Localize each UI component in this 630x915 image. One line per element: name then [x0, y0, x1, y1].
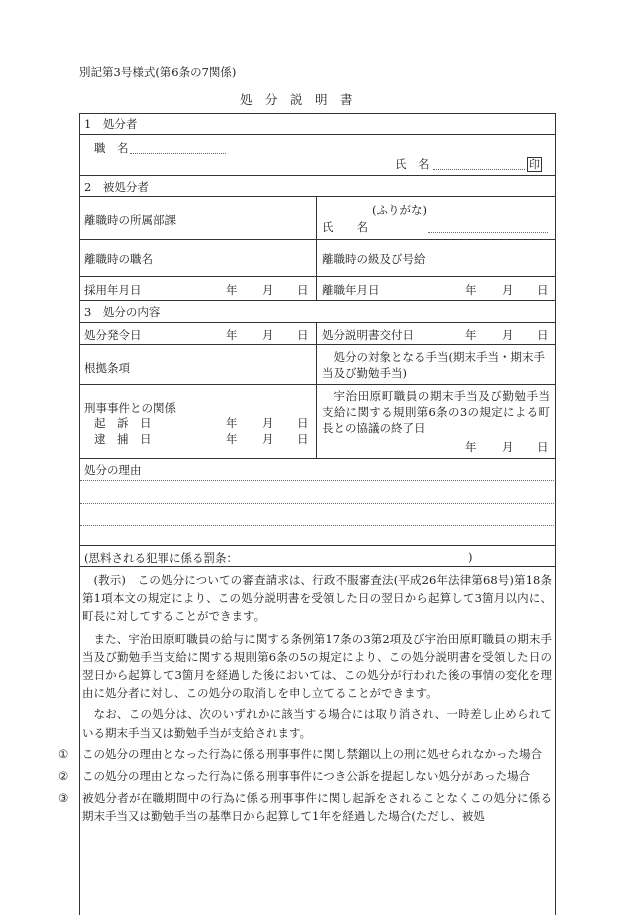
issue-date-label: 処分発令日	[84, 328, 142, 342]
issuer-name-label: 氏 名	[395, 157, 430, 171]
issue-month: 月	[262, 328, 274, 342]
item-1-mark: ①	[58, 746, 69, 761]
deliver-date-label: 処分説明書交付日	[322, 328, 414, 342]
item-3-text: 被処分者が在職期間中の行為に係る刑事事件に関し起訴をされることなくこの処分に係る期末手当又は勤勉手当の基準日から起算して1年を経過した場合(ただし、被処	[82, 791, 552, 824]
leave-month: 月	[502, 283, 514, 297]
leave-day: 日	[537, 283, 549, 297]
consult-month: 月	[502, 440, 514, 454]
section-3-header: 3 処分の内容	[84, 305, 161, 319]
page-title: 処 分 説 明 書	[240, 92, 353, 107]
allowance-label: 処分の対象となる手当(期末手当・期末手当及び勤勉手当)	[322, 350, 545, 380]
notice-block	[58, 571, 552, 830]
deliver-day: 日	[537, 328, 549, 342]
arrest-month: 月	[262, 432, 274, 446]
section-2-header: 2 被処分者	[84, 180, 149, 194]
issuer-name-field[interactable]	[433, 169, 525, 170]
leave-date-label: 離職年月日	[322, 283, 380, 297]
furigana-label: (ふりがな)	[372, 203, 427, 217]
hire-date-label: 採用年月日	[84, 283, 142, 297]
dept-label: 離職時の所属部課	[84, 213, 176, 227]
form-label: 別記第3号様式(第6条の7関係)	[79, 65, 237, 79]
notice-item-1	[58, 745, 552, 763]
notice-p1: (教示) この処分についての審査請求は、行政不服審査法(平成26年法律第68号)第18条第1項本文の規定により、この処分説明書を受領した日の翌日から起算して3箇月以内に、町長に対してすることができます。	[82, 573, 552, 624]
arrest-label: 逮 捕 日	[94, 432, 152, 446]
notice-p3: なお、この処分は、次のいずれかに該当する場合には取り消され、一時差し止められている期末手当又は勤勉手当が支給されます。	[82, 707, 552, 740]
issue-day: 日	[297, 328, 309, 342]
deliver-year: 年	[465, 328, 477, 342]
issuer-job-label: 職 名	[94, 141, 129, 155]
hire-year: 年	[226, 283, 238, 297]
consult-day: 日	[537, 440, 549, 454]
item-3-mark: ③	[58, 791, 69, 806]
arrest-day: 日	[297, 432, 309, 446]
penalty-close: )	[468, 550, 473, 564]
issue-year: 年	[226, 328, 238, 342]
issuer-job-field[interactable]	[130, 153, 226, 154]
arrest-year: 年	[226, 432, 238, 446]
deliver-month: 月	[502, 328, 514, 342]
reason-label: 処分の理由	[84, 463, 142, 477]
hire-month: 月	[262, 283, 274, 297]
subject-name-label: 氏 名	[322, 220, 368, 234]
item-2-text: この処分の理由となった行為に係る刑事事件につき公訴を提起しない処分があった場合	[82, 769, 531, 784]
criminal-label: 刑事事件との関係	[84, 401, 176, 415]
indict-label: 起 訴 日	[94, 416, 152, 430]
notice-p2: また、宇治田原町職員の給与に関する条例第17条の3第2項及び宇治田原町職員の期末手当及び勤勉手当支給に関する規則第6条の5の規定により、この処分説明書を受領した日の翌日から起算して3箇月を経過した後においては、この処分が行われた後の事情の変化を理由に処分者に対し、この処分の取消しを申し立てることができます。	[82, 631, 552, 701]
basis-label: 根拠条項	[84, 361, 130, 375]
penalty-label: (思料される犯罪に係る罰条：	[84, 551, 238, 565]
grade-label: 離職時の級及び号給	[322, 252, 426, 266]
leave-year: 年	[465, 283, 477, 297]
hire-day: 日	[297, 283, 309, 297]
subject-name-field[interactable]	[428, 232, 548, 233]
item-1-text: この処分の理由となった行為に係る刑事事件に関し禁錮以上の刑に処せられなかった場合	[82, 746, 542, 761]
item-2-mark: ②	[58, 769, 69, 784]
notice-item-2	[58, 767, 552, 785]
notice-item-3	[58, 789, 552, 825]
indict-month: 月	[262, 416, 274, 430]
consult-label: 宇治田原町職員の期末手当及び勤勉手当支給に関する規則第6条の3の規定による町長との協議の終了日	[322, 389, 550, 435]
indict-year: 年	[226, 416, 238, 430]
consult-year: 年	[465, 440, 477, 454]
section-1-header: 1 処分者	[84, 117, 138, 131]
seal-mark	[527, 156, 542, 172]
job-label: 離職時の職名	[84, 252, 153, 266]
indict-day: 日	[297, 416, 309, 430]
seal-char: 印	[529, 158, 540, 171]
